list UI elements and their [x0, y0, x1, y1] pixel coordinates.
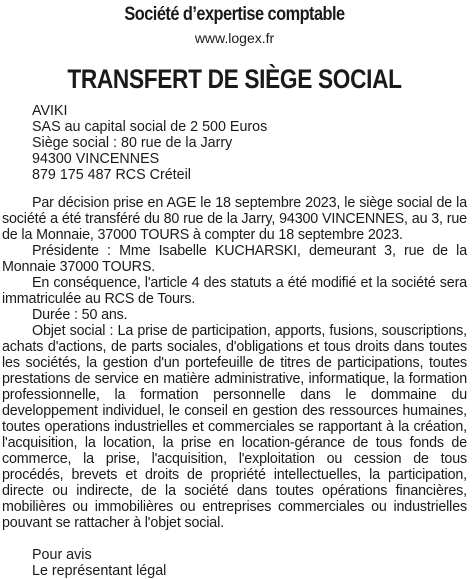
company-address: Siège social : 80 rue de la Jarry	[32, 135, 233, 151]
company-rcs: 879 175 487 RCS Créteil	[32, 167, 191, 183]
paragraph-transfer: Par décision prise en AGE le 18 septembre 2023, le siège social de la société a été transféré du 80 rue de la Jarry, 94300 VINCENNES, au 3, rue de la Monnaie, 37000 TOURS à compter du 18 septembre 2023.	[2, 195, 467, 243]
notice-title: TRANSFERT DE SIÈGE SOCIAL	[67, 64, 402, 94]
paragraph-president: Présidente : Mme Isabelle KUCHARSKI, demeurant 3, rue de la Monnaie 37000 TOURS.	[2, 243, 467, 275]
company-name: AVIKI	[32, 103, 68, 119]
closing-line-1: Pour avis	[32, 547, 92, 563]
legal-notice	[0, 3, 473, 579]
company-capital: SAS au capital social de 2 500 Euros	[32, 119, 268, 135]
company-city: 94300 VINCENNES	[32, 151, 160, 167]
closing-block	[32, 547, 467, 579]
publisher-website: www.logex.fr	[194, 30, 275, 46]
publisher-name: Société d’expertise comptable	[124, 4, 345, 25]
paragraph-duration: Durée : 50 ans.	[32, 307, 128, 323]
notice-body	[2, 195, 467, 531]
paragraph-purpose: Objet social : La prise de participation, apports, fusions, souscriptions, achats d'actions, de parts sociales, d'obligations et tous droits dans toutes les sociétés, la gestion d'un portefeuille de titres de participations, toutes prestations de service en matière administrative, informatique, la formation professionnelle, la formation personnelle dans le dommaine du developpement individuel, le conseil en gestion des ressources humaines, toutes operations industrielles et commerciales se rapportant à la création, l'acquisition, la location, la prise en location-gérance de tous fonds de commerce, la prise, l'acquisition, l'exploitation ou cession de tous procédés, brevets et droits de propriété intellectuelles, la participation, directe ou indirecte, de la société dans toutes opérations financières, mobilières ou immobilières ou entreprises commerciales ou industrielles pouvant se rattacher à l'objet social.	[2, 323, 467, 531]
closing-line-2: Le représentant légal	[32, 563, 167, 579]
company-info	[32, 103, 467, 183]
paragraph-consequence: En conséquence, l'article 4 des statuts a été modifié et la société sera immatriculée au RCS de Tours.	[2, 275, 467, 307]
